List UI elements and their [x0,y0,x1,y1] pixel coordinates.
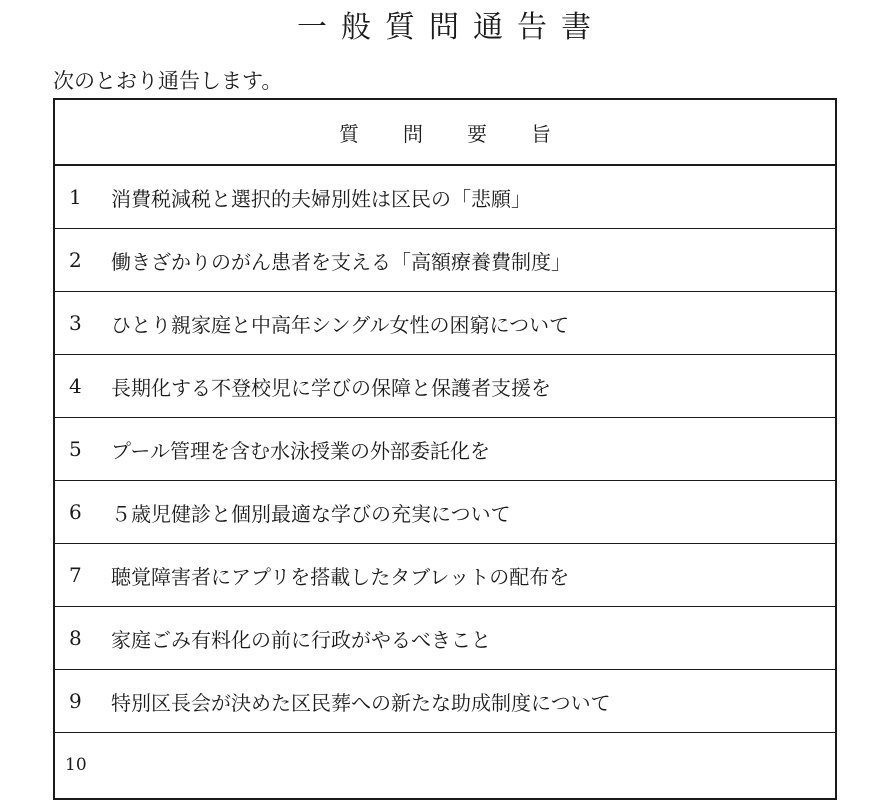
table-row [55,670,835,733]
row-text: プール管理を含む水泳授業の外部委託化を [111,438,490,463]
table-row [55,607,835,670]
row-number: 6 [69,500,82,524]
row-number: 1 [69,185,82,209]
row-text: ひとり親家庭と中高年シングル女性の困窮について [111,312,570,337]
table-row [55,733,835,796]
row-number: 4 [69,374,82,398]
row-number: 10 [65,754,87,775]
row-number: 2 [69,248,82,272]
row-number: 9 [69,689,82,713]
document-title: 一般質問通告書 [297,10,605,45]
table-header: 質問要旨 [55,100,835,166]
row-text: 消費税減税と選択的夫婦別姓は区民の「悲願」 [111,186,531,211]
row-text: 聴覚障害者にアプリを搭載したタブレットの配布を [111,564,570,589]
intro-text: 次のとおり通告します。 [53,69,283,93]
row-text: 家庭ごみ有料化の前に行政がやるべきこと [111,627,491,652]
table-row [55,292,835,355]
table-row [55,166,835,229]
row-text: 特別区長会が決めた区民葬への新たな助成制度について [111,690,611,715]
row-number: 7 [69,563,82,587]
table-row [55,355,835,418]
row-text: 長期化する不登校児に学びの保障と保護者支援を [111,375,551,400]
row-number: 3 [69,311,82,335]
question-table [53,98,837,800]
row-text: ５歳児健診と個別最適な学びの充実について [111,501,511,526]
table-row [55,544,835,607]
row-text: 働きざかりのがん患者を支える「高額療養費制度」 [111,249,571,274]
table-row [55,418,835,481]
table-row [55,481,835,544]
row-number: 8 [69,626,82,650]
row-number: 5 [69,437,82,461]
table-row [55,229,835,292]
